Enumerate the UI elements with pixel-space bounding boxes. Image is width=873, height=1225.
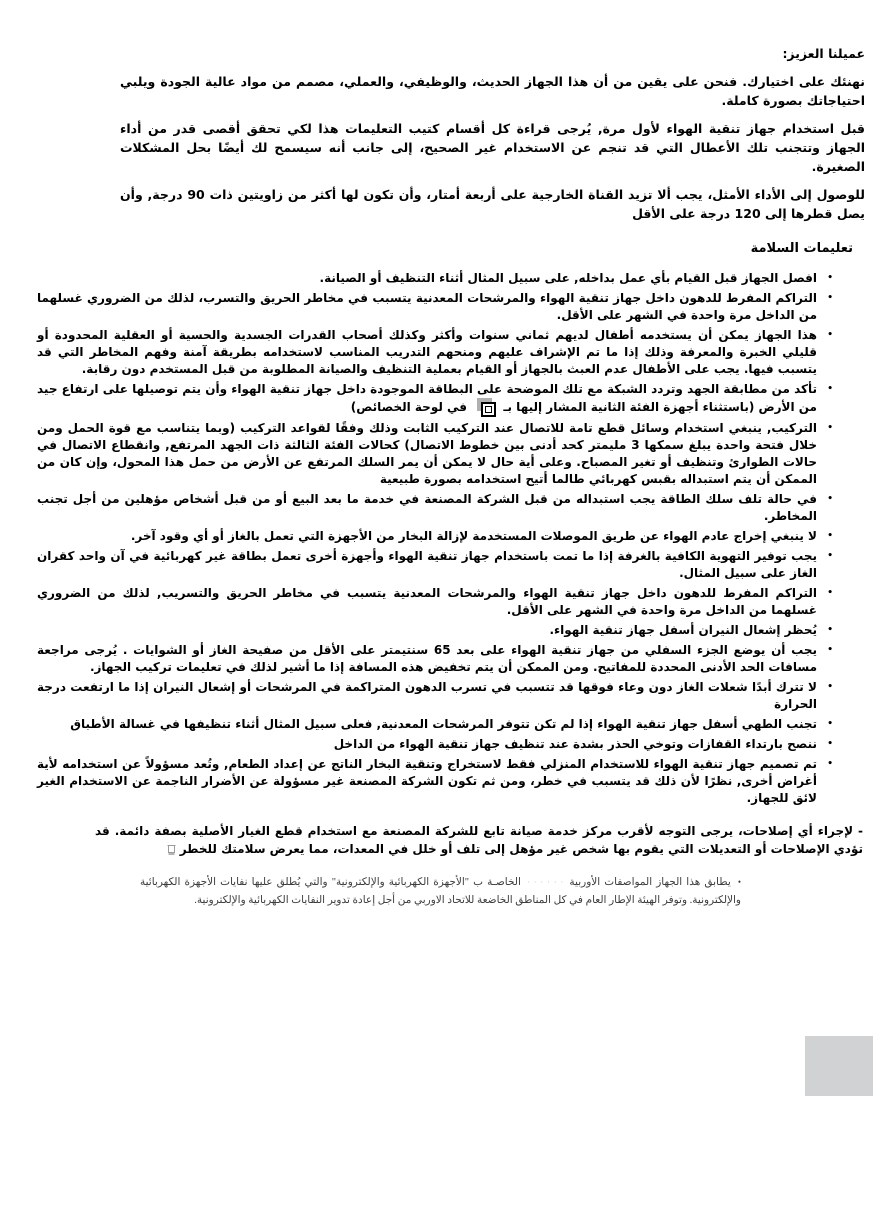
bullet-icon: • [827,551,833,561]
scan-artifact-box [805,1036,873,1096]
footnote-text-part2: الخاصـة ب "الأجهزة الكهربائية والإلكترونية" والتي يُطلق عليها نفايات الأجهزة الكهربائية والإلكترونية. وتوفر الهيئة الإطار العام في كل المناطق الخاضعة للاتحاد الاوربي من أجل إعادة تدوير النفايات الكهربائية والإلكترونية. [140,877,741,906]
greeting-line: عميلنا العزيز: [782,46,865,61]
safety-bullet-item [37,622,833,639]
safety-bullet-item [37,528,833,545]
safety-bullet-item [37,585,833,619]
repair-note-text: - لإجراء أي إصلاحات، يرجى التوجه لأقرب مركز خدمة صيانة تابع للشركة المصنعة مع استخدام قطع الغيار الأصلية بصفة دائمة. قد تؤدي الإصلاحات أو التعديلات التي يقوم بها شخص غير مؤهل إلى تلف أو خلل في المعدات، مما يعرض سلامتك للخطر [95,824,863,856]
intro-paragraph-1: نهنئك على اختيارك. فنحن على يقين من أن هذا الجهاز الحديث، والوظيفي، والعملي، مصمم من مواد عالية الجودة ويلبي احتياجاتك بصورة كاملة. [120,74,865,108]
safety-bullet-item [37,270,833,287]
bullet-text: افصل الجهاز قبل القيام بأي عمل بداخله, على سبيل المثال أثناء التنظيف أو الصيانة. [319,271,817,285]
safety-bullet-item [37,327,833,378]
bullet-text: لا تترك أبدًا شعلات الغاز دون وعاء فوقها قد تتسبب في تسرب الدهون المتراكمة في المرشحات أو إشعال النيران إذا ما ارتفعت درجة الحرارة [37,680,817,711]
bullet-icon: • [827,273,833,283]
bullet-icon: • [827,759,833,769]
bullet-text: التراكم المفرط للدهون داخل جهاز تنقية الهواء والمرشحات المعدنية يتسبب في مخاطر الحريق والتسرب، لذلك من الضروري غسلهما من الداخل مرة واحدة في الشهر على الأقل. [37,291,817,322]
bullet-text: يجب أن يوضع الجزء السفلي من جهاز تنقية الهواء على بعد 65 سنتيمتر على الأقل من صفيحة الغاز أو الشوايات . يُرجى مراجعة مسافات الحد الأدنى المحددة للمفاتيح. ومن الممكن أن يتم تخفيض هذه المسافة إذا ما أشير لذلك في تعليمات تركيب الجهاز. [37,643,817,674]
bullet-icon: • [827,625,833,635]
bullet-icon: • [827,531,833,541]
footnote-bullet-icon: • [737,877,742,887]
footnote-paragraph [140,873,741,910]
bullet-icon: • [827,293,833,303]
bullet-icon: • [827,384,833,394]
safety-bullet-item [37,736,833,753]
bullet-text: هذا الجهاز يمكن أن يستخدمه أطفال لديهم ثماني سنوات وأكثر وكذلك أصحاب القدرات الجسدية والحسية أو العقلية المحدودة أو قليلي الخبرة والمعرفة وذلك إذا ما تم الإشراف عليهم ومنحهم التدريب المناسب لاستخدامه بطريقة آمنة وفهم المخاطر التي قد يتسبب فيها. يجب على الأطفال عدم العبث بالجهاز أو القيام بعملية التنظيف والصيانة المطلوبة من قبل المستخدم دون رقابة. [37,328,817,376]
safety-bullet-item [37,716,833,733]
footnote-text-part1: يطابق هذا الجهاز المواصفات الأوربية [569,877,731,888]
bullet-text: يُحظر إشعال النيران أسفل جهاز تنقية الهواء. [549,623,817,637]
class-ii-insulation-icon [473,398,497,417]
bullet-text: تأكد من مطابقة الجهد وتردد الشبكة مع تلك الموضحة على البطاقة الموجودة داخل جهاز تنقية الهواء وأن يتم توصيلها على ارتفاع جيد من الأرض (باستثناء أجهزة الفئة الثانية المشار إليها بـ في لوحة الخصائص) [37,382,817,414]
safety-bullet-item [37,642,833,676]
bullet-text: ننصح بارتداء القفازات وتوخي الحذر بشدة عند تنظيف جهاز تنقية الهواء من الداخل [333,737,817,751]
bullet-text: التركيب, ينبغي استخدام وسائل قطع تامة للاتصال عند التركيب الثابت وذلك وفقًا لقواعد التركيب (وبما يتناسب مع قوة الحمل ومن خلال فتحة واحدة يبلغ سمكها 3 مليمتر كحد أدنى بين خطوط الاتصال) كحالات الفئة الثالثة ذات الجهد المرتفع, وانقطاع الاتصال في حالات الطوارئ وتنظيف أو تغير المصباح. وعلى أية حال لا يمكن أن يمر السلك المرتفع عن الأرض من حمل هذا المحول، وإن كان من الممكن أن يتم استبداله بقبس كهربائي طالما أتيح استخدامه بصورة طبيعية [37,421,818,486]
safety-instructions-list [37,270,833,807]
bullet-text: لا ينبغي إخراج عادم الهواء عن طريق الموصلات المستخدمة لإزالة البخار من الأجهزة التي تعمل بالغاز أو أي وقود آخر. [130,529,817,543]
safety-instructions-heading: تعليمات السلامة [750,241,853,256]
bullet-text: تجنب الطهي أسفل جهاز تنقية الهواء إذا لم تكن تتوفر المرشحات المعدنية, فعلى سبيل المثال أثناء تنظيفها في غسالة الأطباق [70,717,817,731]
bullet-icon: • [827,423,833,433]
intro-paragraph-2: قبل استخدام جهاز تنقية الهواء لأول مرة, يُرجى قراءة كل أقسام كتيب التعليمات هذا لكي تحقق أقصى قدر من أداء الجهاز وتتجنب تلك الأعطال التي قد تنجم عن الاستخدام غير الصحيح، إلى جانب أنه سيسمح لك أيضًا بحل المشكلات الصغيرة. [120,121,865,174]
weee-bin-icon [167,842,176,860]
bullet-text: التراكم المفرط للدهون داخل جهاز تنقية الهواء والمرشحات المعدنية يتسبب في مخاطر الحريق والتسريب, لذلك من الضروري غسلهما من الداخل مرة واحدة في الشهر على الأقل. [37,586,817,617]
bullet-icon: • [827,645,833,655]
faded-directive-text: · · · · · · [526,877,564,887]
bullet-icon: • [827,588,833,598]
safety-bullet-item [37,491,833,525]
bullet-text: تم تصميم جهاز تنقية الهواء للاستخدام المنزلي فقط لاستخراج وتنقية البخار الناتج عن إعداد الطعام, وتُعد مسؤولاً عن استخدامه لأية أغراض أخرى, نظرًا لأن ذلك قد يتسبب في خطر، ومن ثم تكون الشركة المصنعة غير مسؤولة عن الأضرار الناجمة عن الاستخدام الغير لائق للجهاز. [37,757,817,805]
safety-bullet-item [37,679,833,713]
safety-bullet-item [37,420,833,488]
bullet-icon: • [827,330,833,340]
bullet-icon: • [827,719,833,729]
safety-bullet-item [37,756,833,807]
safety-bullet-item [37,381,833,417]
safety-bullet-item [37,290,833,324]
bullet-icon: • [827,682,833,692]
intro-paragraph-3: للوصول إلى الأداء الأمثل، يجب ألا تزيد القناة الخارجية على أربعة أمتار، وأن تكون لها أكثر من زاويتين ذات 90 درجة, وأن يصل قطرها إلى 120 درجة على الأقل [120,187,865,221]
bullet-icon: • [827,494,833,504]
bullet-text: يجب توفير التهوية الكافية بالغرفة إذا ما تمت باستخدام جهاز تنقية الهواء وأجهزة أخرى تعمل بطاقة غير كهربائية في آن واحد كقران الغاز على سبيل المثال. [37,549,817,580]
safety-bullet-item [37,548,833,582]
bullet-text: في حالة تلف سلك الطاقة يجب استبداله من قبل الشركة المصنعة في خدمة ما بعد البيع أو من قبل أشخاص مؤهلين من أجل تجنب المخاطر. [37,492,817,523]
bullet-icon: • [827,739,833,749]
repair-note [95,822,863,860]
